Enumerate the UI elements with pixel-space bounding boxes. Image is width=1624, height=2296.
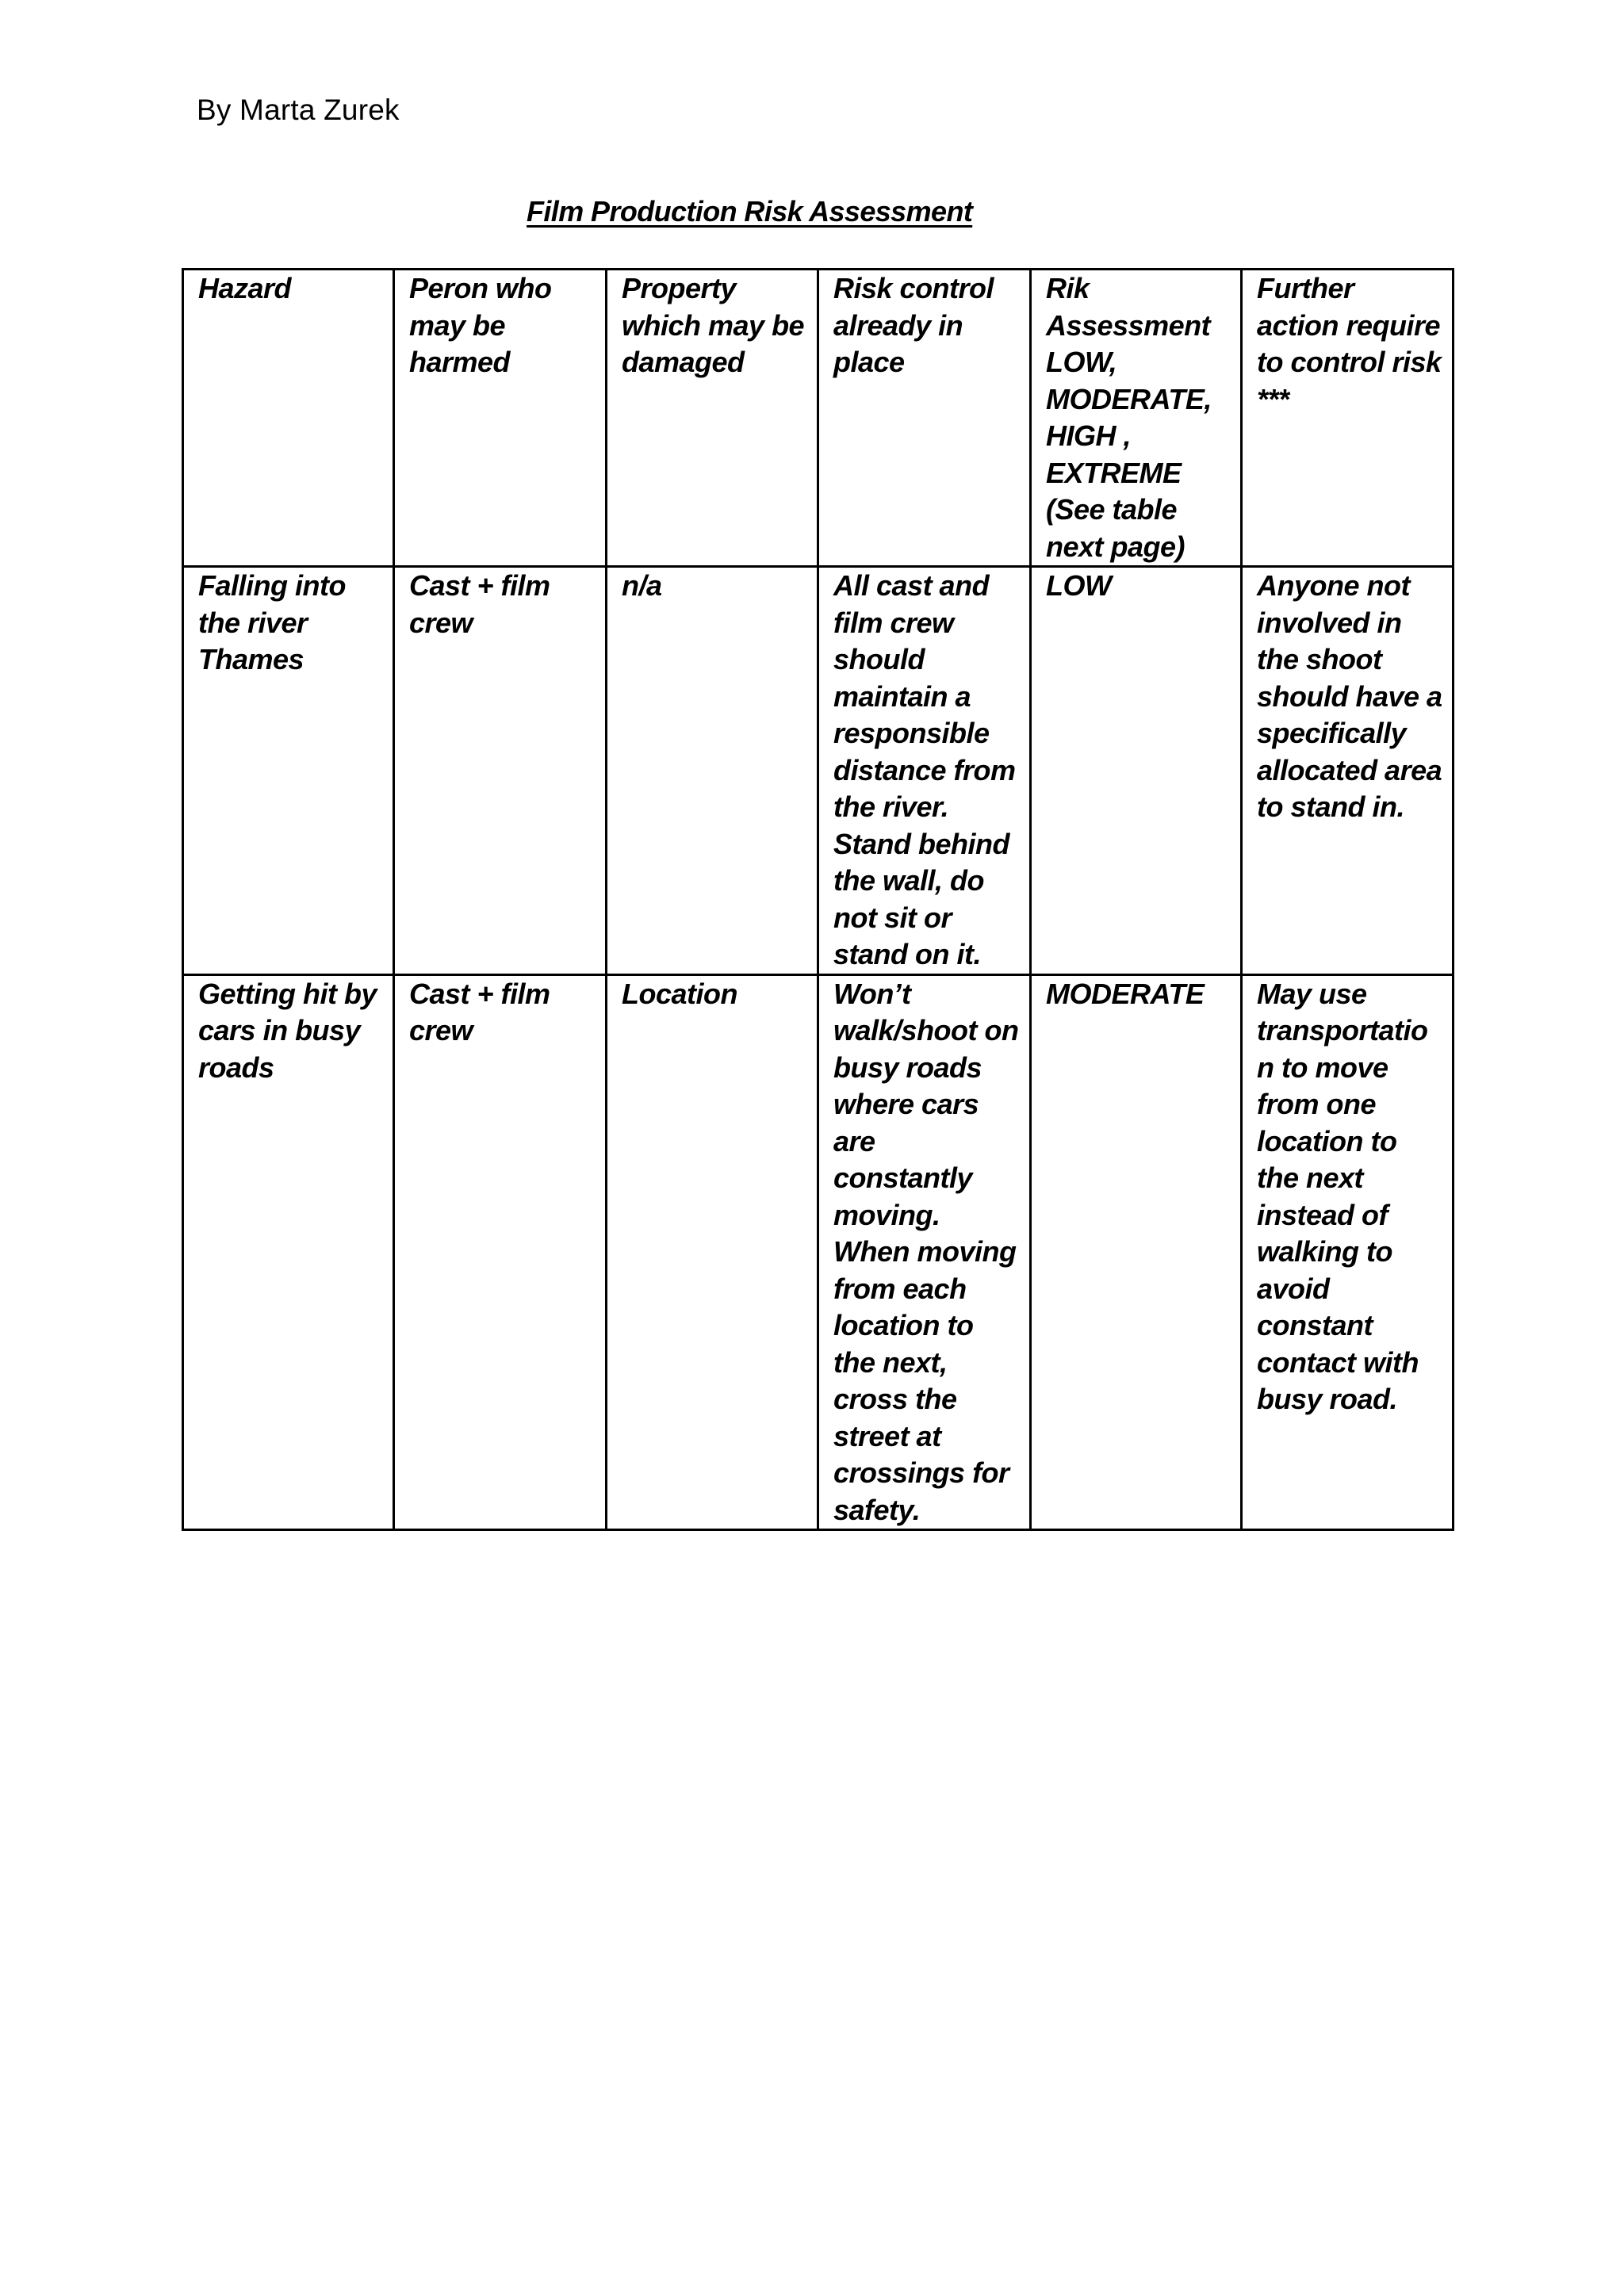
- cell-assessment: LOW: [1031, 567, 1242, 975]
- cell-property: n/a: [607, 567, 818, 975]
- document-title: Film Production Risk Assessment: [527, 195, 973, 228]
- cell-control: Won’t walk/shoot on busy roads where cars are constantly moving. When moving from each location to the next, cross the street at crossings for safety.: [818, 974, 1031, 1530]
- cell-control: All cast and film crew should maintain a responsible distance from the river. Stand behind the wall, do not sit or stand on it.: [818, 567, 1031, 975]
- risk-assessment-table: [182, 268, 1454, 1531]
- cell-assessment: MODERATE: [1031, 974, 1242, 1530]
- cell-further-action: Anyone not involved in the shoot should have a specifically allocated area to stand in.: [1242, 567, 1454, 975]
- cell-hazard: Getting hit by cars in busy roads: [183, 974, 394, 1530]
- cell-person: Cast + film crew: [394, 974, 607, 1530]
- cell-person: Cast + film crew: [394, 567, 607, 975]
- table-row: [183, 567, 1454, 975]
- header-person-harmed: Peron who may be harmed: [394, 270, 607, 567]
- header-risk-control: Risk control already in place: [818, 270, 1031, 567]
- cell-hazard: Falling into the river Thames: [183, 567, 394, 975]
- header-hazard: Hazard: [183, 270, 394, 567]
- cell-property: Location: [607, 974, 818, 1530]
- header-property-damaged: Property which may be damaged: [607, 270, 818, 567]
- author-line: By Marta Zurek: [197, 94, 400, 126]
- table-row: [183, 974, 1454, 1530]
- cell-further-action: May use transportation to move from one location to the next instead of walking to avoid constant contact with busy road.: [1242, 974, 1454, 1530]
- header-further-action: Further action require to control risk ***: [1242, 270, 1454, 567]
- header-risk-assessment: Rik Assessment LOW, MODERATE, HIGH , EXTREME (See table next page): [1031, 270, 1242, 567]
- table-header-row: [183, 270, 1454, 567]
